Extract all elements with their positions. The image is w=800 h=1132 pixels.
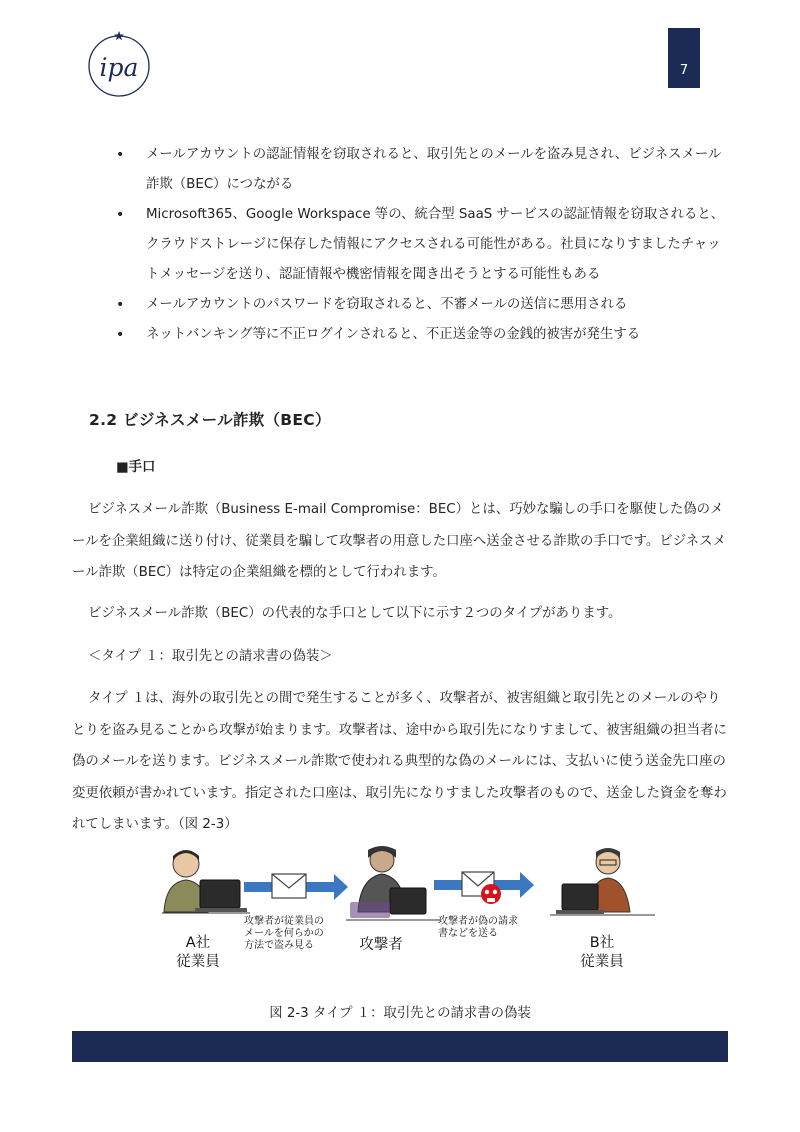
figure-label: 攻撃者が従業員の メールを何らかの 方法で盗み見る <box>244 916 324 951</box>
subheading: ■手口 <box>116 460 156 475</box>
paragraph: ビジネスメール詐欺（BEC）の代表的な手口として以下に示す２つのタイプがあります。 <box>88 606 622 621</box>
person-a-name: A社 従業員 <box>176 935 220 970</box>
list-item: • メールアカウントのパスワードを窃取されると、不審メールの送信に悪用される <box>116 290 730 320</box>
footer-bar <box>72 1031 728 1062</box>
page-number: 7 <box>679 63 689 78</box>
person-b-name: B社 従業員 <box>580 935 624 970</box>
paragraph: ＜タイプ １：取引先との請求書の偽装＞ <box>88 649 333 664</box>
envelope-icon <box>272 874 306 898</box>
attacker-name: 攻撃者 <box>359 937 403 953</box>
ipa-logo <box>86 30 152 98</box>
attacker-illustration <box>346 846 440 920</box>
figure-caption: 図 2-3 タイプ １：取引先との請求書の偽装 <box>269 1006 531 1021</box>
person-a-illustration <box>162 850 250 913</box>
person-b-illustration <box>550 848 655 915</box>
paragraph: タイプ １は、海外の取引先との間で発生することが多く、攻撃者が、被害組織と取引先とのメールのやりとりを盗み見ることから攻撃が始まります。攻撃者は、途中から取引先になりすまして、被害組織の担当者に偽のメールを送ります。ビジネスメール詐欺で使われる典型的な偽のメールには、支払いに使う送金先口座の変更依頼が書かれています。指定された口座は、取引先になりすました攻撃者のもので、送金した資金を奪われてしまいます。（図 2-3） <box>72 691 727 832</box>
skull-icon <box>481 884 501 904</box>
list-item: • Microsoft365、Google Workspace 等の、統合型 SaaS サービスの認証情報を窃取されると、クラウドストレージに保存した情報にアクセスされる可能性がある。社員になりすましたチャットメッセージを送り、認証情報や機密情報を聞き出そうとする可能性もある <box>116 200 730 290</box>
list-item: • メールアカウントの認証情報を窃取されると、取引先とのメールを盗み見され、ビジネスメール詐欺（BEC）につながる <box>116 140 730 200</box>
list-item: • ネットバンキング等に不正ログインされると、不正送金等の金銭的被害が発生する <box>116 320 730 350</box>
bec-type1-figure <box>150 840 670 980</box>
figure-label: 攻撃者が偽の請求 書などを送る <box>438 916 518 939</box>
paragraph: ビジネスメール詐欺（Business E-mail Compromise：BEC）とは、巧妙な騙しの手口を駆使した偽のメールを企業組織に送り付け、従業員を騙して攻撃者の用意した口座へ送金させる詐欺の手口です。ビジネスメール詐欺（BEC）は特定の企業組織を標的として行われます。 <box>72 502 726 580</box>
section-heading: 2.2 ビジネスメール詐欺（BEC） <box>89 411 331 429</box>
svg-text:ipa: ipa <box>99 53 139 82</box>
bullet-list <box>116 140 730 350</box>
page-tab <box>668 28 700 88</box>
